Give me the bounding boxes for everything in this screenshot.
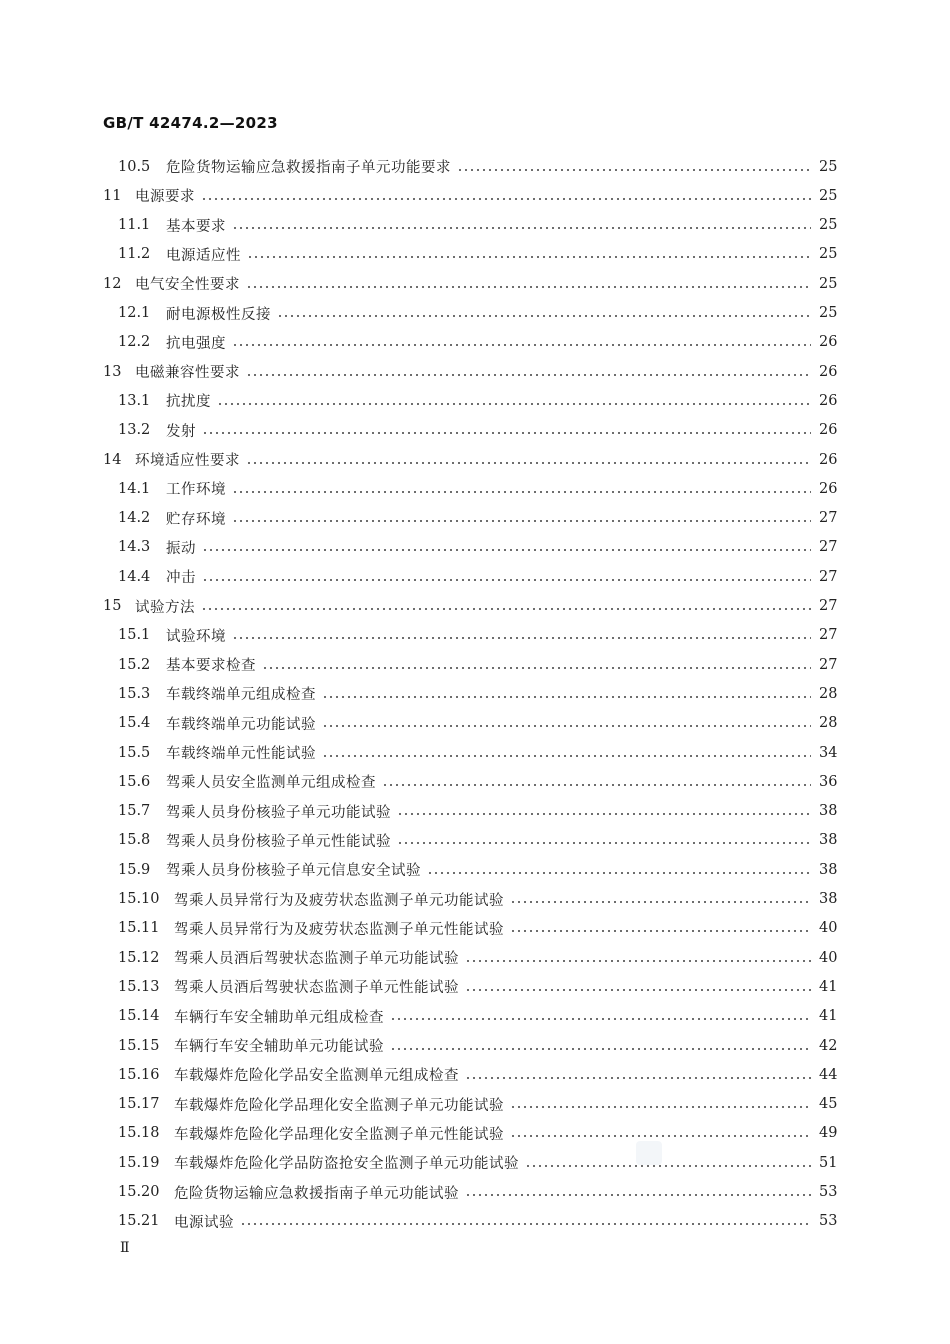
toc-entry-page: 36: [819, 773, 838, 790]
toc-entry-page: 38: [819, 832, 838, 849]
toc-entry-title: 电源要求: [135, 189, 195, 206]
toc-entry-number: 15.20: [118, 1184, 160, 1200]
toc-entry-number: 15.4: [118, 715, 151, 732]
toc-entry-number: 15.5: [118, 744, 151, 761]
toc-dot-leader: [465, 951, 811, 965]
toc-entry-number: 13.2: [118, 422, 151, 439]
toc-entry-title: 车辆行车安全辅助单元组成检查: [174, 1009, 384, 1026]
toc-entry-title: 车载爆炸危险化学品防盗抢安全监测子单元功能试验: [174, 1156, 519, 1173]
toc-entry[interactable]: [118, 1090, 836, 1119]
toc-entry-title: 抗电强度: [166, 335, 226, 352]
toc-dot-leader: [322, 716, 811, 730]
toc-entry[interactable]: [118, 709, 836, 738]
toc-dot-leader: [232, 628, 811, 642]
toc-entry-title: 驾乘人员身份核验子单元信息安全试验: [166, 863, 421, 880]
toc-entry[interactable]: [118, 621, 836, 650]
watermark-logo-icon: [636, 1141, 662, 1165]
toc-entry-number: 11.2: [118, 246, 151, 263]
toc-entry-title: 电源试验: [174, 1214, 234, 1231]
toc-entry-title: 车载终端单元性能试验: [166, 746, 316, 762]
toc-entry[interactable]: [118, 1148, 836, 1177]
toc-entry-number: 15.13: [118, 978, 160, 995]
toc-dot-leader: [510, 892, 811, 906]
toc-entry-number: 12: [103, 275, 122, 292]
toc-entry[interactable]: [118, 914, 836, 943]
toc-entry-page: 41: [819, 1008, 838, 1025]
toc-dot-leader: [382, 775, 811, 789]
toc-entry-page: 26: [819, 363, 838, 380]
toc-entry[interactable]: [118, 1031, 836, 1060]
toc-entry-title: 驾乘人员异常行为及疲劳状态监测子单元功能试验: [174, 892, 504, 909]
toc-entry-page: 40: [819, 920, 838, 937]
toc-dot-leader: [397, 833, 811, 847]
toc-dot-leader: [232, 335, 811, 349]
toc-entry-title: 电源适应性: [166, 247, 241, 264]
toc-entry[interactable]: [118, 328, 836, 357]
toc-entry-title: 振动: [166, 540, 196, 557]
toc-dot-leader: [232, 218, 811, 232]
toc-entry-page: 27: [819, 568, 838, 585]
toc-entry[interactable]: [118, 533, 836, 562]
toc-entry-number: 15.11: [118, 920, 160, 937]
toc-dot-leader: [465, 1185, 811, 1199]
toc-entry[interactable]: [118, 1060, 836, 1089]
toc-entry-number: 15.2: [118, 656, 151, 673]
toc-entry-page: 25: [819, 246, 838, 263]
toc-entry[interactable]: [103, 445, 836, 474]
toc-entry-title: 基本要求检查: [166, 658, 256, 675]
toc-dot-leader: [465, 1068, 811, 1082]
toc-dot-leader: [322, 746, 811, 760]
toc-entry-page: 40: [819, 949, 838, 966]
toc-entry[interactable]: [118, 885, 836, 914]
toc-entry-title: 危险货物运输应急救援指南子单元功能要求: [166, 160, 451, 176]
toc-entry-page: 38: [819, 803, 838, 820]
toc-entry-page: 38: [819, 861, 838, 878]
toc-entry-title: 危险货物运输应急救援指南子单元功能试验: [174, 1185, 459, 1202]
toc-entry-number: 14: [103, 451, 122, 468]
toc-entry-page: 38: [819, 891, 838, 907]
toc-entry-title: 驾乘人员酒后驾驶状态监测子单元功能试验: [174, 951, 459, 968]
toc-entry-page: 25: [819, 158, 838, 175]
toc-entry-number: 14.2: [118, 510, 151, 527]
toc-entry-page: 25: [819, 217, 838, 234]
toc-entry-title: 驾乘人员安全监测单元组成检查: [166, 775, 376, 792]
toc-entry[interactable]: [118, 943, 836, 972]
toc-entry-title: 工作环境: [166, 482, 226, 499]
toc-entry-title: 贮存环境: [166, 511, 226, 528]
toc-entry-number: 14.4: [118, 568, 151, 585]
toc-dot-leader: [232, 511, 811, 525]
toc-entry[interactable]: [118, 972, 836, 1001]
toc-entry-title: 车载终端单元功能试验: [166, 716, 316, 733]
toc-dot-leader: [525, 1156, 811, 1170]
toc-entry-number: 15: [103, 598, 122, 614]
toc-entry-page: 41: [819, 978, 838, 995]
toc-entry[interactable]: [103, 357, 836, 386]
toc-entry-page: 27: [819, 510, 838, 527]
toc-entry[interactable]: [118, 211, 836, 240]
toc-entry-number: 12.1: [118, 305, 151, 321]
toc-dot-leader: [201, 189, 811, 203]
toc-entry[interactable]: [118, 1119, 836, 1148]
toc-entry-page: 25: [819, 187, 838, 204]
toc-entry[interactable]: [118, 1178, 836, 1207]
toc-entry-number: 15.12: [118, 949, 160, 966]
toc-entry-number: 15.15: [118, 1037, 160, 1054]
toc-entry[interactable]: [118, 562, 836, 591]
toc-dot-leader: [390, 1009, 811, 1023]
toc-entry-title: 车载爆炸危险化学品理化安全监测子单元功能试验: [174, 1097, 504, 1114]
toc-dot-leader: [510, 921, 811, 935]
toc-entry-title: 车载爆炸危险化学品理化安全监测子单元性能试验: [174, 1126, 504, 1143]
toc-entry[interactable]: [118, 1207, 836, 1236]
toc-entry-number: 15.19: [118, 1154, 160, 1171]
toc-dot-leader: [232, 482, 811, 496]
toc-entry-title: 发射: [166, 423, 196, 440]
toc-entry-number: 15.14: [118, 1008, 160, 1025]
page-folio: Ⅱ: [120, 1240, 130, 1256]
toc-entry-page: 49: [819, 1125, 838, 1142]
toc-entry[interactable]: [118, 826, 836, 855]
toc-entry[interactable]: [103, 592, 836, 621]
toc-entry-title: 驾乘人员酒后驾驶状态监测子单元性能试验: [174, 980, 459, 997]
toc-entry-number: 15.8: [118, 832, 151, 849]
toc-entry-title: 车载爆炸危险化学品安全监测单元组成检查: [174, 1068, 459, 1085]
toc-entry-title: 基本要求: [166, 218, 226, 235]
toc-dot-leader: [397, 804, 811, 818]
toc-entry-page: 26: [819, 451, 838, 468]
toc-entry[interactable]: [103, 181, 836, 210]
toc-entry-page: 26: [819, 480, 838, 497]
toc-entry-page: 51: [819, 1154, 838, 1171]
toc-entry[interactable]: [118, 855, 836, 884]
toc-entry[interactable]: [118, 679, 836, 708]
toc-entry-page: 27: [819, 598, 838, 614]
toc-entry-number: 13: [103, 363, 122, 380]
toc-entry-number: 10.5: [118, 158, 151, 175]
toc-entry[interactable]: [118, 152, 836, 181]
toc-entry-page: 27: [819, 539, 838, 556]
toc-dot-leader: [246, 453, 811, 467]
toc-entry[interactable]: [118, 240, 836, 269]
toc-entry-title: 试验方法: [135, 599, 195, 616]
toc-entry-page: 28: [819, 715, 838, 732]
toc-entry-title: 车载终端单元组成检查: [166, 687, 316, 704]
toc-dot-leader: [510, 1097, 811, 1111]
toc-entry[interactable]: [118, 767, 836, 796]
toc-entry-page: 27: [819, 656, 838, 673]
toc-entry-title: 试验环境: [166, 628, 226, 645]
toc-entry[interactable]: [118, 299, 836, 328]
toc-dot-leader: [390, 1039, 811, 1053]
toc-entry-page: 25: [819, 305, 838, 321]
toc-dot-leader: [202, 570, 811, 584]
toc-dot-leader: [240, 1214, 811, 1228]
toc-entry-number: 13.1: [118, 392, 151, 409]
toc-entry-page: 53: [819, 1213, 838, 1230]
toc-entry-page: 26: [819, 334, 838, 351]
toc-entry-title: 电磁兼容性要求: [135, 365, 240, 382]
toc-entry-number: 14.1: [118, 480, 151, 497]
toc-entry[interactable]: [118, 504, 836, 533]
toc-entry-page: 42: [819, 1037, 838, 1054]
toc-dot-leader: [217, 394, 811, 408]
toc-entry-number: 15.18: [118, 1125, 160, 1142]
toc-dot-leader: [510, 1126, 811, 1140]
toc-entry-title: 耐电源极性反接: [166, 306, 271, 323]
toc-entry-number: 11: [103, 187, 122, 204]
toc-entry-page: 34: [819, 744, 838, 761]
standard-code: GB/T 42474.2—2023: [103, 114, 278, 132]
toc-entry-page: 45: [819, 1096, 838, 1113]
toc-entry-number: 15.21: [118, 1213, 160, 1230]
toc-entry-number: 14.3: [118, 539, 151, 556]
toc-dot-leader: [246, 365, 811, 379]
toc-entry[interactable]: [118, 474, 836, 503]
toc-dot-leader: [247, 247, 811, 261]
toc-dot-leader: [202, 540, 811, 554]
toc-entry-number: 15.10: [118, 891, 160, 907]
toc-entry[interactable]: [118, 386, 836, 415]
toc-dot-leader: [465, 980, 811, 994]
toc-entry[interactable]: [118, 738, 836, 767]
toc-entry-page: 44: [819, 1066, 838, 1083]
toc-entry-title: 驾乘人员身份核验子单元性能试验: [166, 833, 391, 850]
toc-dot-leader: [322, 687, 811, 701]
toc-entry-number: 15.17: [118, 1096, 160, 1113]
toc-entry[interactable]: [118, 1002, 836, 1031]
toc-entry-page: 26: [819, 422, 838, 439]
toc-entry-number: 15.1: [118, 627, 151, 644]
toc-entry[interactable]: [118, 416, 836, 445]
toc-entry-number: 15.16: [118, 1066, 160, 1083]
toc-entry[interactable]: [118, 797, 836, 826]
toc-entry-page: 25: [819, 275, 838, 292]
toc-dot-leader: [457, 160, 811, 174]
toc-entry-title: 驾乘人员异常行为及疲劳状态监测子单元性能试验: [174, 921, 504, 938]
toc-entry-title: 驾乘人员身份核验子单元功能试验: [166, 804, 391, 821]
toc-entry-title: 环境适应性要求: [135, 453, 240, 469]
toc-entry-title: 冲击: [166, 570, 196, 587]
toc-entry-number: 15.7: [118, 803, 151, 820]
toc-entry-title: 抗扰度: [166, 394, 211, 411]
toc-dot-leader: [427, 863, 811, 877]
toc-entry-page: 28: [819, 685, 838, 702]
toc-entry-number: 12.2: [118, 334, 151, 351]
toc-entry-page: 53: [819, 1184, 838, 1200]
toc-dot-leader: [277, 306, 811, 320]
toc-dot-leader: [246, 277, 811, 291]
toc-entry-title: 电气安全性要求: [135, 277, 240, 294]
toc-entry-number: 11.1: [118, 217, 151, 234]
toc-entry-title: 车辆行车安全辅助单元功能试验: [174, 1039, 384, 1055]
toc-entry-page: 27: [819, 627, 838, 644]
toc-dot-leader: [201, 599, 811, 613]
toc-entry[interactable]: [103, 269, 836, 298]
toc-entry-number: 15.6: [118, 773, 151, 790]
toc-dot-leader: [262, 658, 811, 672]
toc-entry[interactable]: [118, 650, 836, 679]
toc-entry-number: 15.9: [118, 861, 151, 878]
toc-dot-leader: [202, 423, 811, 437]
toc-entry-page: 26: [819, 392, 838, 409]
toc-entry-number: 15.3: [118, 685, 151, 702]
